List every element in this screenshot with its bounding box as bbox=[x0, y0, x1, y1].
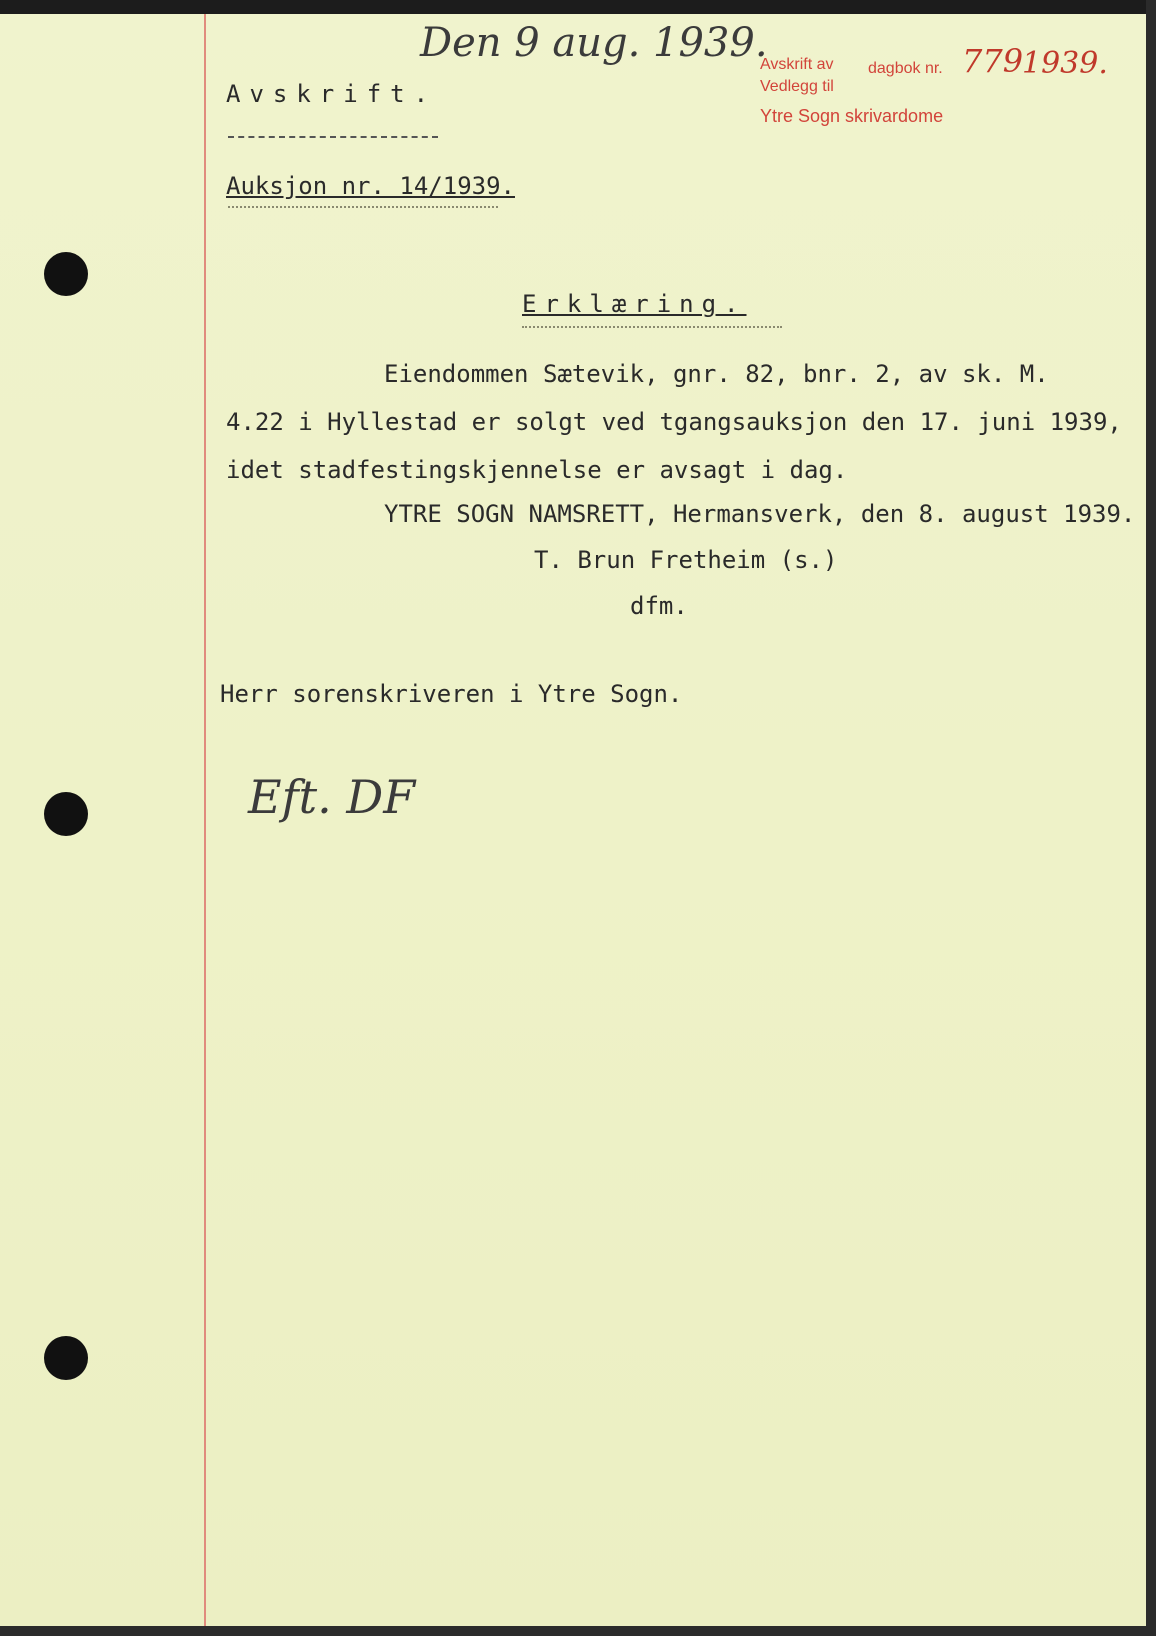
scan-bottom-edge bbox=[0, 1626, 1156, 1636]
dagbok-year: 1939. bbox=[1022, 46, 1108, 81]
heading-dotted-line bbox=[522, 326, 782, 328]
stamp-line-2: Vedlegg til bbox=[760, 78, 834, 95]
case-dotted-line bbox=[228, 206, 498, 208]
body-line-2: 4.22 i Hyllestad er solgt ved tgangsauksjon den 17. juni 1939, bbox=[226, 408, 1122, 436]
dagbok-number: 779 bbox=[962, 42, 1024, 80]
body-line-1: Eiendommen Sætevik, gnr. 82, bnr. 2, av sk. M. bbox=[384, 360, 1049, 388]
punch-hole bbox=[44, 252, 88, 296]
signature-line: T. Brun Fretheim (s.) bbox=[534, 546, 838, 574]
scan-right-edge bbox=[1146, 0, 1156, 1636]
scan-top-edge bbox=[0, 0, 1156, 14]
recipient-line: Herr sorenskriveren i Ytre Sogn. bbox=[220, 680, 683, 708]
stamp-dagbok-label: dagbok nr. bbox=[868, 60, 943, 77]
title-underline bbox=[228, 136, 438, 138]
punch-hole bbox=[44, 1336, 88, 1380]
document-heading: Erklæring. bbox=[522, 290, 747, 318]
margin-line bbox=[204, 14, 206, 1626]
court-line: YTRE SOGN NAMSRETT, Hermansverk, den 8. august 1939. bbox=[384, 500, 1136, 528]
body-line-3: idet stadfestingskjennelse er avsagt i dag. bbox=[226, 456, 848, 484]
stamp-line-3: Ytre Sogn skrivardome bbox=[760, 106, 944, 126]
initials: dfm. bbox=[630, 592, 688, 620]
document-title: Avskrift. bbox=[226, 80, 438, 108]
handwritten-note: Eft. DF bbox=[248, 770, 416, 824]
stamp-line-1: Avskrift av bbox=[760, 56, 834, 73]
case-number: Auksjon nr. 14/1939. bbox=[226, 172, 515, 200]
handwritten-date: Den 9 aug. 1939. bbox=[420, 20, 768, 66]
punch-hole bbox=[44, 792, 88, 836]
